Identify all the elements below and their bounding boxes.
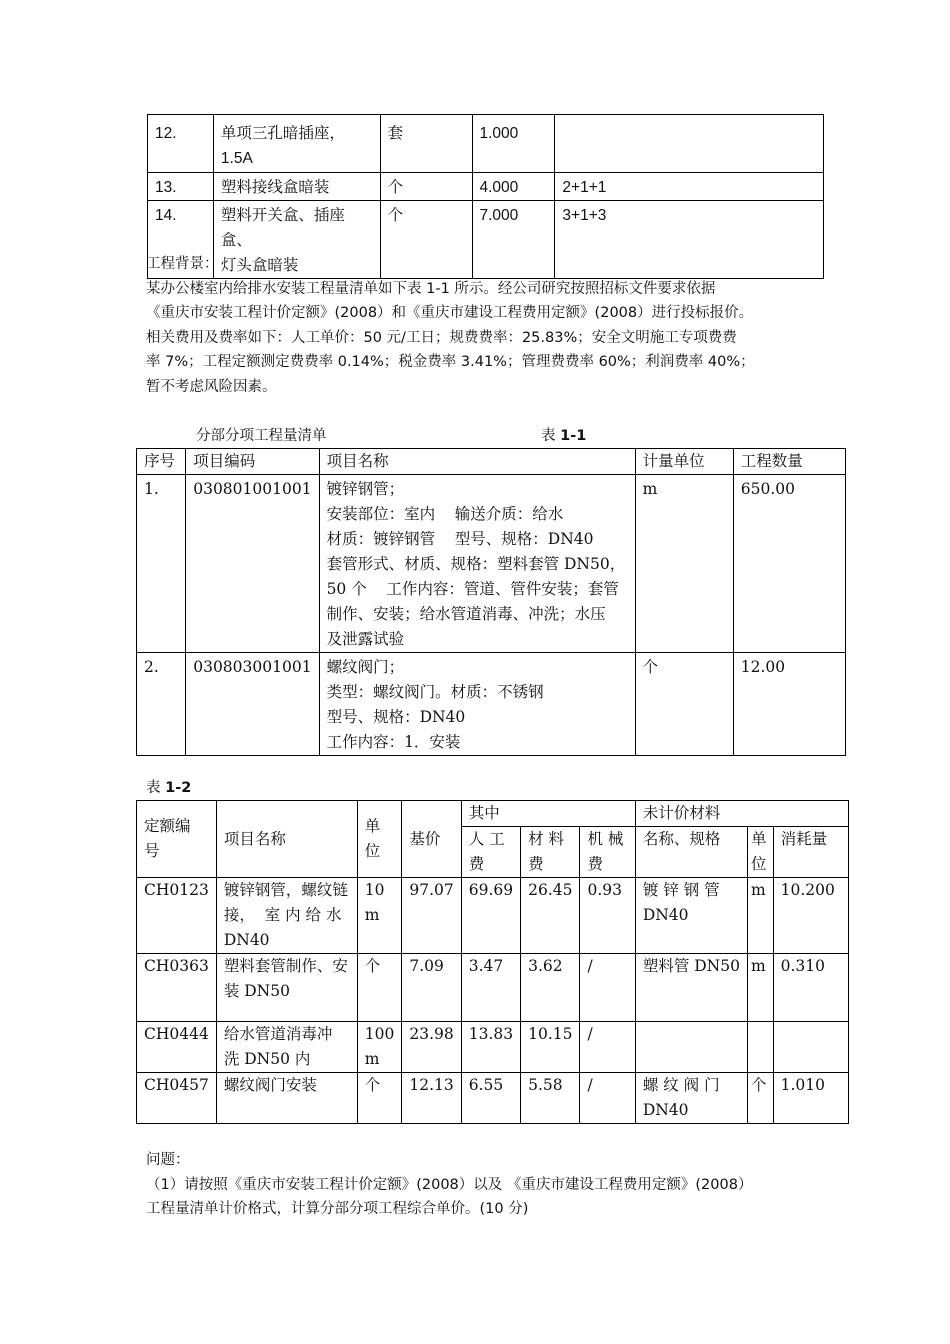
header-cell: 序号 <box>137 449 186 475</box>
base-price: 97.07 <box>402 878 461 954</box>
material-name: 螺 纹 阀 门 DN40 <box>635 1073 747 1124</box>
background-heading: 工程背景： <box>146 256 219 272</box>
table1-caption: 分部分项工程量清单 <box>196 428 327 444</box>
item-unit: 套 <box>380 115 472 173</box>
item-name: 塑料开关盒、插座盒、 灯头盒暗装 <box>213 201 380 279</box>
item-name: 镀锌钢管，螺纹链 接， 室 内 给 水 DN40 <box>216 878 357 954</box>
consumption: 1.010 <box>773 1073 848 1124</box>
item-note: 2+1+1 <box>555 173 824 201</box>
table-1-2 <box>136 800 849 1124</box>
base-price: 7.09 <box>402 954 461 1022</box>
item-unit: 个 <box>380 173 472 201</box>
table2-label <box>146 776 191 801</box>
question-line: 工程量清单计价格式，计算分部分项工程综合单价。(10 分) <box>146 1201 529 1217</box>
item-note <box>555 115 824 173</box>
item-quantity: 650.00 <box>733 475 845 653</box>
item-name: 螺纹阀门； 类型：螺纹阀门。材质：不锈钢 型号、规格：DN40 工作内容：1．安装 <box>319 653 635 756</box>
background-line: 《重庆市安装工程计价定额》(2008）和《重庆市建设工程费用定额》(2008）进行投标报价。 <box>146 305 754 321</box>
labor-cost: 6.55 <box>461 1073 520 1124</box>
header-unit: 单 位 <box>357 801 402 878</box>
header-group-unpriced-materials: 未计价材料 <box>635 801 848 827</box>
row-number: 2. <box>137 653 186 756</box>
base-price: 12.13 <box>402 1073 461 1124</box>
material-unit: m <box>748 954 774 1022</box>
item-quantity: 1.000 <box>472 115 555 173</box>
table-label-number: 1-2 <box>165 780 192 796</box>
item-unit: 100 m <box>357 1022 402 1073</box>
quota-code: CH0123 <box>137 878 217 954</box>
machine-cost: / <box>580 1073 635 1124</box>
header-material-unit: 单 位 <box>748 827 774 878</box>
item-name: 塑料接线盒暗装 <box>213 173 380 201</box>
questions-heading: 问题： <box>146 1152 190 1168</box>
material-name: 塑料管 DN50 <box>635 954 747 1022</box>
table-label-prefix: 表 <box>146 780 161 796</box>
header-cell: 工程数量 <box>733 449 845 475</box>
material-cost: 5.58 <box>521 1073 580 1124</box>
header-item-name: 项目名称 <box>216 801 357 878</box>
question-line: （1）请按照《重庆市安装工程计价定额》(2008）以及 《重庆市建设工程费用定额》(2008） <box>146 1176 753 1193</box>
table-row <box>137 1022 849 1073</box>
table-row <box>148 115 824 173</box>
header-base-price: 基价 <box>402 801 461 878</box>
questions-section <box>146 1148 826 1222</box>
table-1-1 <box>136 448 846 756</box>
row-number: 13. <box>148 173 214 201</box>
item-quantity: 12.00 <box>733 653 845 756</box>
material-unit: m <box>748 878 774 954</box>
row-number: 1. <box>137 475 186 653</box>
item-unit: m <box>635 475 733 653</box>
background-section <box>146 252 826 399</box>
row-number: 14. <box>148 201 214 279</box>
material-name <box>635 1022 747 1073</box>
header-group-breakdown: 其中 <box>461 801 635 827</box>
table-row <box>137 653 846 756</box>
header-material-name: 名称、规格 <box>635 827 747 878</box>
consumption: 0.310 <box>773 954 848 1022</box>
item-unit: 10 m <box>357 878 402 954</box>
item-quantity: 7.000 <box>472 201 555 279</box>
item-unit: 个 <box>357 954 402 1022</box>
base-price: 23.98 <box>402 1022 461 1073</box>
material-name: 镀 锌 钢 管 DN40 <box>635 878 747 954</box>
header-quota-code: 定额编 号 <box>137 801 217 878</box>
table-header-row <box>137 801 849 827</box>
material-cost: 10.15 <box>521 1022 580 1073</box>
quota-code: CH0457 <box>137 1073 217 1124</box>
item-unit: 个 <box>357 1073 402 1124</box>
item-unit: 个 <box>380 201 472 279</box>
item-quantity: 4.000 <box>472 173 555 201</box>
item-code: 030803001001 <box>186 653 319 756</box>
table-header-row <box>137 449 846 475</box>
item-code: 030801001001 <box>186 475 319 653</box>
material-unit <box>748 1022 774 1073</box>
machine-cost: 0.93 <box>580 878 635 954</box>
table-label-prefix: 表 <box>541 428 556 444</box>
item-name: 单项三孔暗插座， 1.5A <box>213 115 380 173</box>
header-consumption: 消耗量 <box>773 827 848 878</box>
table-row <box>137 878 849 954</box>
material-unit: 个 <box>748 1073 774 1124</box>
machine-cost: / <box>580 1022 635 1073</box>
material-cost: 26.45 <box>521 878 580 954</box>
item-note: 3+1+3 <box>555 201 824 279</box>
item-name: 螺纹阀门安装 <box>216 1073 357 1124</box>
item-name: 塑料套管制作、安 装 DN50 <box>216 954 357 1022</box>
consumption <box>773 1022 848 1073</box>
table-row <box>137 475 846 653</box>
consumption: 10.200 <box>773 878 848 954</box>
labor-cost: 69.69 <box>461 878 520 954</box>
item-unit: 个 <box>635 653 733 756</box>
header-material-cost: 材 料 费 <box>521 827 580 878</box>
row-number: 12. <box>148 115 214 173</box>
labor-cost: 3.47 <box>461 954 520 1022</box>
table-row <box>137 954 849 1022</box>
table-label-number: 1-1 <box>560 428 587 444</box>
item-name: 给水管道消毒冲 洗 DN50 内 <box>216 1022 357 1073</box>
item-name: 镀锌钢管； 安装部位：室内 输送介质：给水 材质：镀锌钢管 型号、规格：DN40 套管形式、材质、规格：塑料套管 DN50， 50 个 工作内容：管道、管件安装；套管 制作、安装；给水管道消毒、冲洗；水压 及泄露试验 <box>319 475 635 653</box>
header-labor-cost: 人 工 费 <box>461 827 520 878</box>
machine-cost: / <box>580 954 635 1022</box>
quota-code: CH0363 <box>137 954 217 1022</box>
header-cell: 计量单位 <box>635 449 733 475</box>
background-line: 某办公楼室内给排水安装工程量清单如下表 1-1 所示。经公司研究按照招标文件要求依据 <box>146 280 716 297</box>
quota-code: CH0444 <box>137 1022 217 1073</box>
header-machine-cost: 机 械 费 <box>580 827 635 878</box>
background-line: 率 7%；工程定额测定费费率 0.14%；税金费率 3.41%；管理费费率 60%；利润费率 40%； <box>146 354 755 370</box>
header-cell: 项目编码 <box>186 449 319 475</box>
table-row <box>148 173 824 201</box>
labor-cost: 13.83 <box>461 1022 520 1073</box>
table-row <box>137 1073 849 1124</box>
background-line: 相关费用及费率如下：人工单价：50 元/工日；规费费率：25.83%；安全文明施工专项费费 <box>146 329 737 346</box>
background-line: 暂不考虑风险因素。 <box>146 378 277 395</box>
material-cost: 3.62 <box>521 954 580 1022</box>
header-cell: 项目名称 <box>319 449 635 475</box>
table1-label <box>541 424 586 449</box>
